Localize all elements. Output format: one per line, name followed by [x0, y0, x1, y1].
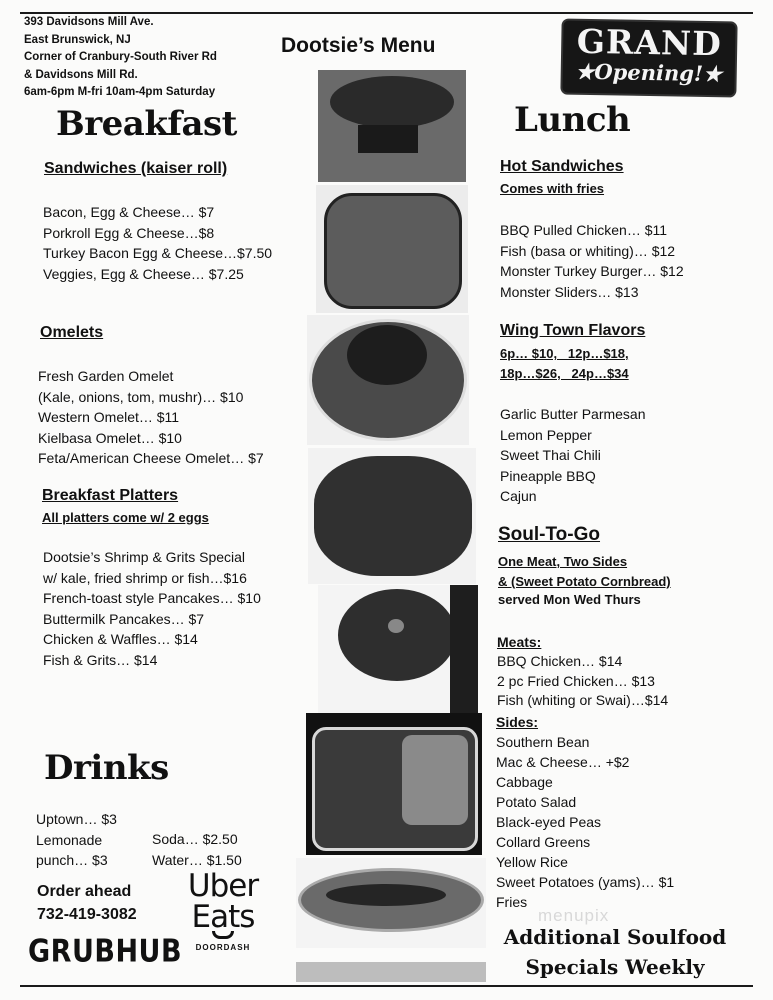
fried-chicken-photo [308, 448, 476, 584]
menu-item: Kielbasa Omelet… $10 [38, 429, 182, 446]
menu-item: Collard Greens [496, 834, 591, 850]
address-line: 393 Davidsons Mill Ave. [24, 16, 154, 28]
spinach-dip-photo [316, 185, 468, 313]
ubereats-line1: Uber [187, 868, 259, 904]
menu-item: Feta/American Cheese Omelet… $7 [38, 450, 264, 466]
menu-item: (Kale, onions, tom, mushr)… $10 [38, 388, 244, 405]
menu-item: Western Omelet… $11 [38, 409, 180, 425]
sandwiches-title: Sandwiches (kaiser roll) [44, 160, 228, 177]
order-ahead-block [37, 880, 137, 926]
menu-item: w/ kale, fried shrimp or fish…$16 [43, 569, 247, 586]
platters-subtitle: All platters come w/ 2 eggs [42, 510, 209, 525]
menu-item: Chicken & Waffles… $14 [43, 631, 198, 647]
menu-item: Fish (whiting or Swai)…$14 [497, 692, 669, 708]
menu-item: Sweet Thai Chili [500, 447, 601, 463]
menu-item: Buttermilk Pancakes… $7 [43, 610, 205, 627]
menu-item: Yellow Rice [496, 854, 568, 870]
menu-item: Black-eyed Peas [496, 814, 602, 830]
menu-item: Monster Turkey Burger… $12 [500, 263, 684, 279]
wings-prices-line2: 18p…$26, 24p…$34 [500, 366, 629, 381]
soul-served: served Mon Wed Thurs [498, 592, 641, 607]
address-line: East Brunswick, NJ [24, 33, 131, 46]
hot-sandwiches-title: Hot Sandwiches [500, 158, 624, 175]
meats-list [497, 652, 668, 711]
sides-list [496, 732, 674, 912]
menu-item: Turkey Bacon Egg & Cheese…$7.50 [43, 245, 273, 261]
menu-item: 2 pc Fried Chicken… $13 [497, 672, 655, 689]
menu-item: Pineapple BBQ [500, 467, 596, 484]
watermark: menupix [538, 906, 610, 925]
platters-list [43, 547, 261, 670]
sandwich-photo [296, 858, 486, 948]
menu-item: Lemonade [36, 831, 103, 848]
hot-sandwiches-subtitle: Comes with fries [500, 181, 605, 196]
wings-title: Wing Town Flavors [500, 322, 646, 339]
footer-line1: Additional Soulfood [503, 925, 727, 949]
menu-item: Sweet Potatoes (yams)… $1 [496, 874, 675, 890]
menu-item: Mac & Cheese… +$2 [496, 754, 630, 770]
menu-item: Porkroll Egg & Cheese…$8 [43, 224, 215, 241]
order-ahead-label: Order ahead [37, 883, 132, 900]
grand-opening-badge [560, 18, 737, 97]
footer-specials [486, 922, 744, 982]
omelets-title: Omelets [40, 324, 104, 341]
menu-item: Fish (basa or whiting)… $12 [500, 242, 676, 259]
wings-prices-line1: 6p… $10, 12p…$18, [500, 346, 629, 361]
breakfast-heading: Breakfast [56, 104, 237, 144]
drinks-right-list [152, 829, 242, 870]
sides-label: Sides: [496, 714, 539, 730]
drinks-left-list [36, 809, 117, 871]
menu-item: Lemon Pepper [500, 426, 592, 443]
ubereats-logo [178, 868, 268, 952]
photo-strip [296, 962, 486, 982]
badge-line2: ★Opening!★ [575, 58, 723, 87]
page-title: Dootsie’s Menu [281, 34, 436, 57]
lunch-heading: Lunch [514, 100, 631, 140]
phone-number[interactable]: 732-419-3082 [37, 906, 137, 923]
address-block [24, 14, 217, 102]
menu-item: Potato Salad [496, 794, 577, 810]
sandwiches-list [43, 202, 272, 284]
menu-item: Soda… $2.50 [152, 831, 238, 847]
platters-title: Breakfast Platters [42, 487, 179, 504]
menu-item: BBQ Pulled Chicken… $11 [500, 222, 668, 238]
burger-photo [318, 70, 466, 182]
address-line: Corner of Cranbury-South River Rd [24, 51, 217, 63]
drinks-heading: Drinks [44, 748, 169, 788]
address-line: & Davidsons Mill Rd. [24, 68, 138, 81]
bottom-rule [20, 985, 753, 987]
hours-line: 6am-6pm M-fri 10am-4pm Saturday [24, 86, 216, 98]
menu-item: Southern Bean [496, 734, 590, 750]
menu-item: French-toast style Pancakes… $10 [43, 590, 261, 606]
menu-item: punch… $3 [36, 852, 108, 868]
ubereats-line2: Eats [191, 899, 255, 935]
bagel-photo [318, 585, 478, 715]
menu-item: Cajun [500, 488, 537, 504]
menu-item: Bacon, Egg & Cheese… $7 [43, 204, 215, 220]
grubhub-logo: GRUBHUB [28, 933, 183, 970]
chicken-waffles-photo [307, 315, 469, 445]
soul-subtitle2: & (Sweet Potato Cornbread) [498, 574, 671, 589]
menu-item: Cabbage [496, 774, 553, 790]
menu-item: BBQ Chicken… $14 [497, 653, 623, 669]
menu-item: Veggies, Egg & Cheese… $7.25 [43, 265, 244, 282]
omelets-list [38, 366, 264, 469]
meats-label: Meats: [497, 634, 542, 650]
menu-item: Fries [496, 894, 528, 910]
footer-line2: Specials Weekly [525, 955, 705, 979]
soul-platter-photo [306, 713, 482, 855]
menu-item: Fresh Garden Omelet [38, 368, 174, 384]
soul-title: Soul-To-Go [498, 524, 601, 545]
hot-sandwiches-list [500, 220, 684, 302]
menu-item: Uptown… $3 [36, 811, 117, 827]
menu-item: Garlic Butter Parmesan [500, 406, 646, 422]
wings-flavors-list [500, 404, 646, 507]
menu-item: Water… $1.50 [152, 851, 242, 868]
soul-subtitle1: One Meat, Two Sides [498, 554, 628, 569]
menu-item: Monster Sliders… $13 [500, 283, 639, 300]
menu-item: Dootsie’s Shrimp & Grits Special [43, 549, 246, 565]
badge-line1: GRAND [576, 21, 723, 64]
menu-item: Fish & Grits… $14 [43, 651, 158, 668]
doordash-label: DOORDASH [195, 943, 251, 952]
